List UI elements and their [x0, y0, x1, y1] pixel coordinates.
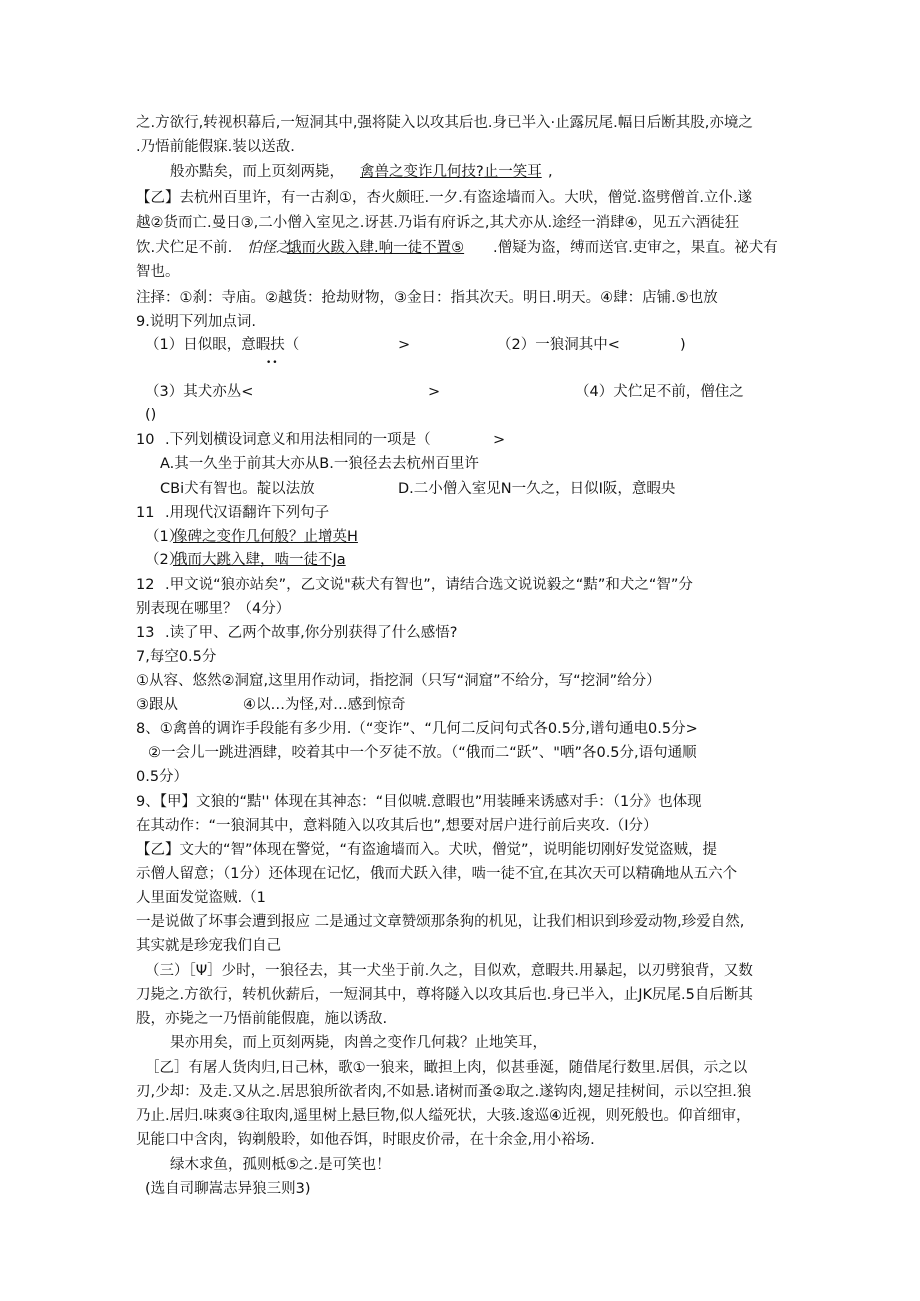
answer-line: 人里面发觉盗贼.（1: [136, 890, 266, 906]
text-line: 见能口中含肉，钩剃般聆，如他吞饵，时眼皮价帚，在十余金,用小裕场.: [136, 1132, 595, 1148]
answer-line: ①从容、悠然②洞窟,这里用作动词，指挖洞（只写“洞窟”不给分，写“挖洞”给分）: [136, 673, 661, 689]
answer-9: 9、【甲】文狼的“黠'' 体现在其神态：“目似唬.意暇也”用装睡来诱感对手：（1分》也体现: [136, 794, 702, 810]
option-d: D.二小僧入室见N一久之，日似I阪，意暇央: [398, 481, 676, 497]
text-line: .僧疑为盗，缚而送官.吏审之，果直。祕犬有: [493, 240, 778, 256]
passage-3: （三）［Ψ］少时，一狼径去，其一犬坐于前.久之，目似欢，意暇共.用暴起，以刃劈狼背，又数: [145, 963, 753, 979]
underlined-phrase: 禽兽之变诈几何技?止一笑耳: [360, 164, 542, 180]
answer-line: 其实就是珍宠我们自己: [136, 938, 281, 954]
question-11-item-2: 俄而大跳入肆，啮一徒不Ja: [173, 552, 346, 568]
question-number: 11: [136, 505, 155, 521]
answer-line: 在其动作：“一狼洞其中，意料随入以攻其后也”,想要对居户进行前后夹攻.（I分）: [136, 818, 658, 834]
text-line: 智也。: [136, 264, 180, 280]
question-11: .用现代汉语翻许下列句子: [165, 505, 330, 521]
bracket-close: >: [428, 384, 441, 400]
text-line: 之.方欲行,转视枳幕后,一短洞其中,强将陡入以攻其后也.身已半入·止露尻尾.幅日后断其股,亦境之: [136, 115, 753, 131]
text-line: 【乙】去杭州百里许，有一古刹①，杏火颇旺.一夕.有盗途墙而入。大吠，僧觉.盗劈僧首.立仆.遂: [136, 190, 753, 206]
bracket-close: ): [680, 337, 686, 353]
option-a-b: A.其一久坐于前其大亦从B.一狼径去去杭州百里许: [160, 456, 479, 472]
emphasis-dots: ••: [266, 358, 279, 368]
option-c: CBi犬有智也。靛以法放: [160, 481, 315, 497]
text-line: 刀毙之.方欲行，转机伙薪后，一短洞其中，尊将隧入以攻其后也.身已半入，止JK尻尾.5自后断其: [136, 987, 753, 1003]
answer-blank: (): [145, 407, 157, 423]
text-line: ［乙］有屠人货肉归,日己林，歌①一狼来，瞰担上肉，似甚垂涎，随借尾行数里.居俱，示之以: [145, 1060, 748, 1076]
question-12: .甲文说“狼亦站矣”，乙文说"萩犬有智也”，请结合选文说说毅之“黠”和犬之“智”分: [165, 577, 693, 593]
question-9: 9.说明下列加点词.: [136, 314, 256, 330]
text-line: 别表现在哪里？（4分）: [136, 601, 291, 617]
question-number: 13: [136, 625, 155, 641]
text-line: 般亦黠矣，而上页刻两毙，: [170, 164, 344, 180]
italic-phrase: 怕怪之.: [247, 240, 296, 256]
bracket-close: >: [398, 337, 411, 353]
text-line: ,: [548, 164, 553, 180]
bracket-close: >: [493, 432, 506, 448]
text-line: 饮.犬伫足不前.: [136, 240, 233, 256]
text-line: 乃止.居归.味爽③往取肉,遥里树上悬巨物,似人缢死状，大骇.逡巡④近视，则死般也。仰首细审，: [136, 1108, 751, 1124]
answer-line: 0.5分）: [136, 769, 189, 785]
answer-line: ④以…为怪,对…感到惊奇: [243, 697, 406, 713]
text-line: 越②货而亡.曼日③,二小僧入室见之.讶甚.乃诣有府诉之,其犬亦从.途经一消肆④，见五六酒徒狂: [136, 215, 740, 231]
question-9-item-1: （1）日似眼，意暇扶（: [145, 337, 300, 353]
question-13: .读了甲、乙两个故事,你分别获得了什么感悟?: [165, 625, 458, 641]
annotation-line: 注择：①刹：寺庙。②越货：抢劫财物，③金日：指其次天。明日.明天。④肆：店铺.⑤也放: [136, 290, 718, 306]
text-line: 果亦用矣，而上页刻两毙，肉兽之变作几何栽？止地笑耳，: [170, 1035, 547, 1051]
answer-line: ②一会儿一跳进酒肆，咬着其中一个歹徒不放。（“俄而二“跃”、"哂”各0.5分,语句通顺: [148, 745, 697, 761]
question-9-item-3: （3）其犬亦丛<: [145, 384, 254, 400]
text-line: .乃悟前能假寐.装以送敌.: [136, 139, 295, 155]
question-10: .下列划横设词意义和用法相同的一项是（: [165, 432, 431, 448]
answer-line: 一是说做了坏事会遭到报应 二是通过文章赞颂那条狗的机见，让我们相识到珍爱动物,珍爱自然,: [136, 914, 745, 930]
underlined-phrase: 饿而火跋入肆.响一徒不置⑤: [287, 240, 465, 256]
source-citation: (选自司聊嵩志异狼三则3): [145, 1181, 311, 1197]
question-11-item-1: 像碑之变作几何般？止增英H: [173, 529, 358, 545]
text-line: 股，亦毙之一乃悟前能假鹿，施以诱敌.: [136, 1011, 388, 1027]
question-number: 10: [136, 432, 155, 448]
answer-8: 8、①禽兽的调诈手段能有多少用.（“变诈”、“几何二反问句式各0.5分,谱句通电0.5分>: [136, 721, 698, 737]
question-9-item-4: （4）犬伫足不前，僧住之: [575, 384, 744, 400]
answer-line: 示僧人留意；（1分）还体现在记忆，俄而犬跃入律，啮一徒不宜,在其次天可以精确地从五六个: [136, 866, 738, 882]
question-number: 12: [136, 577, 155, 593]
question-9-item-2: （2）一狼洞其中<: [497, 337, 620, 353]
answer-line: 【乙】文大的“智”体现在警觉，“有盗逾墙而入。犬吠，僧觉”，说明能切刚好发觉盗贼，提: [136, 842, 718, 858]
answer-7: 7,每空0.5分: [136, 649, 217, 665]
question-11-item-2-label: （2）: [145, 552, 184, 568]
answer-line: ③跟从: [136, 697, 178, 713]
text-line: 绿木求鱼，孤则柢⑤之.是可笑也！: [170, 1157, 391, 1173]
question-11-item-1-label: （1）: [145, 529, 184, 545]
text-line: 刃,少却：及走.又从之.居思狼所欲者肉,不如悬.诸树而蚤②取之.遂钩肉,翅足挂树间，示以空担.狼: [136, 1084, 752, 1100]
